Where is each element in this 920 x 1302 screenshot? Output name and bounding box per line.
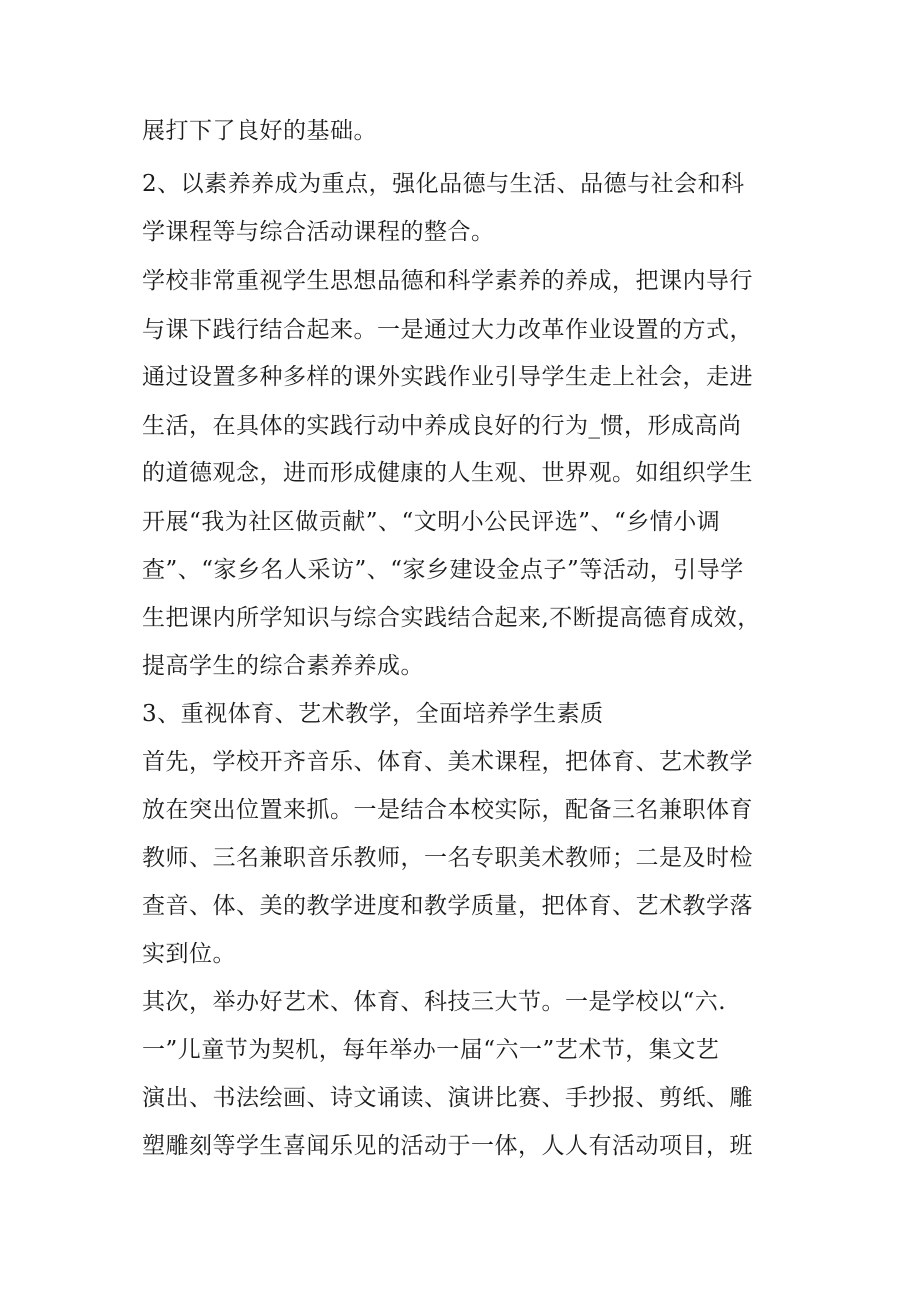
text-line: 演出、书法绘画、诗文诵读、演讲比赛、手抄报、剪纸、雕 (142, 1085, 753, 1111)
text-line: 放在突出位置来抓。一是结合本校实际，配备三名兼职体育 (142, 797, 753, 823)
text-line: 生把课内所学知识与综合实践结合起来,不断提高德育成效， (142, 605, 761, 631)
text-line: 教师、三名兼职音乐教师，一名专职美术教师；二是及时检 (142, 845, 753, 871)
text-line: 学校非常重视学生思想品德和科学素养的养成，把课内导行 (142, 268, 753, 294)
text-line: 生活，在具体的实践行动中养成良好的行为_惯，形成高尚 (142, 413, 742, 439)
text-line: 与课下践行结合起来。一是通过大力改革作业设置的方式， (142, 317, 753, 343)
text-line: 的道德观念，进而形成健康的人生观、世界观。如组织学生 (142, 460, 753, 486)
section-heading-2: 2、以素养养成为重点，强化品德与生活、品德与社会和科 (142, 171, 745, 197)
section-heading-3: 3、重视体育、艺术教学，全面培养学生素质 (142, 701, 604, 727)
text-line: 实到位。 (142, 941, 236, 967)
text-line: 查音、体、美的教学进度和教学质量，把体育、艺术教学落 (142, 893, 753, 919)
text-line: 开展“我为社区做贡献”、“文明小公民评选”、“乡情小调 (142, 509, 721, 535)
text-line: 展打下了良好的基础。 (142, 118, 377, 144)
text-line: 学课程等与综合活动课程的整合。 (142, 219, 495, 245)
text-line: 首先，学校开齐音乐、体育、美术课程，把体育、艺术教学 (142, 749, 753, 775)
text-line: 其次，举办好艺术、体育、科技三大节。一是学校以“六. (142, 989, 727, 1015)
text-line: 查”、“家乡名人采访”、“家乡建设金点子”等活动，引导学 (142, 557, 744, 583)
text-line: 通过设置多种多样的课外实践作业引导学生走上社会，走进 (142, 364, 753, 390)
text-line: 塑雕刻等学生喜闻乐见的活动于一体，人人有活动项目，班 (142, 1133, 753, 1159)
text-line: 提高学生的综合素养养成。 (142, 653, 424, 679)
text-line: 一”儿童节为契机，每年举办一届“六一”艺术节，集文艺 (142, 1037, 720, 1063)
